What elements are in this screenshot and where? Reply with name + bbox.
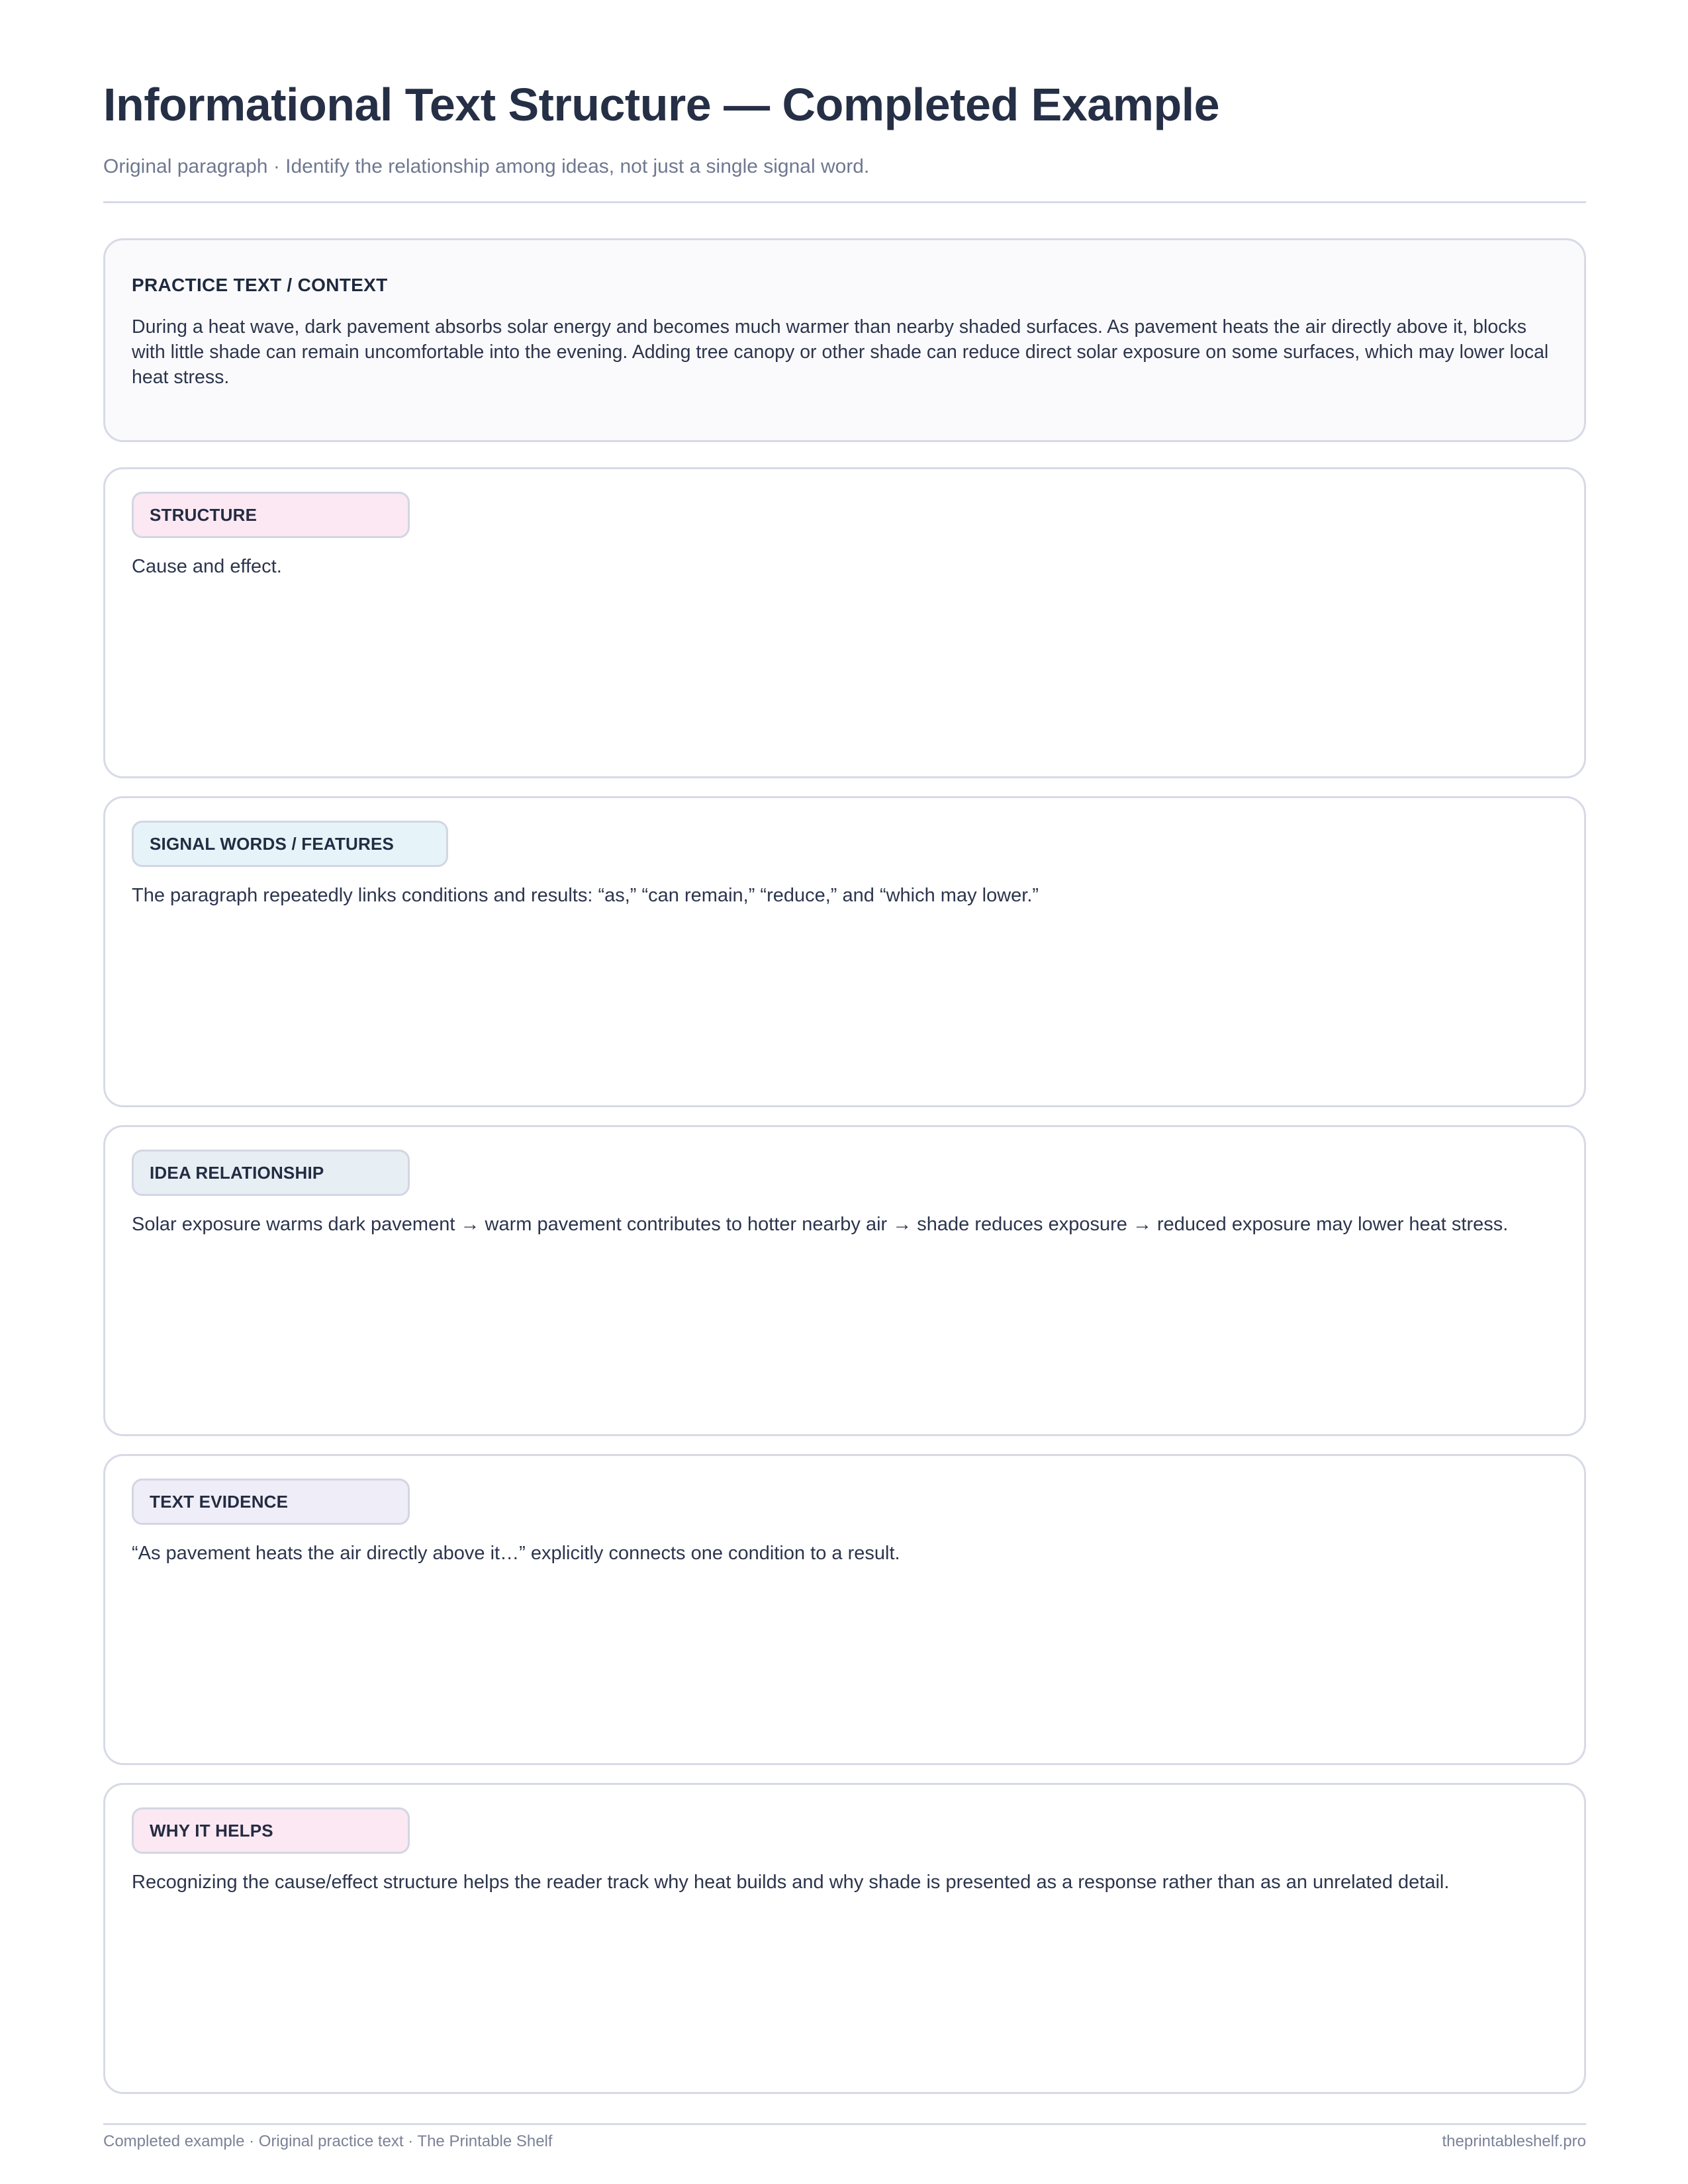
why-it-helps-answer: Recognizing the cause/effect structure helps the reader track why heat builds and why shade is presented as a response rather than as an unrelated detail. xyxy=(132,1872,1450,1893)
page-title: Informational Text Structure — Completed Example xyxy=(103,79,1220,130)
text-evidence-label: TEXT EVIDENCE xyxy=(132,1479,410,1525)
signal-words-label: SIGNAL WORDS / FEATURES xyxy=(132,821,448,867)
idea-relationship-card xyxy=(103,1125,1586,1436)
header-divider xyxy=(103,201,1586,203)
footer-credit: Completed example · Original practice text · The Printable Shelf xyxy=(103,2132,553,2150)
idea-relationship-label: IDEA RELATIONSHIP xyxy=(132,1150,410,1196)
worksheet-page xyxy=(103,0,1586,2184)
text-evidence-card xyxy=(103,1454,1586,1765)
page-subtitle: Original paragraph · Identify the relationship among ideas, not just a single signal word. xyxy=(103,156,870,177)
practice-text-body: During a heat wave, dark pavement absorbs solar energy and becomes much warmer than nearby shaded surfaces. As pavement heats the air directly above it, blocks with little shade can remain uncomfortable into the evening. Adding tree canopy or other shade can reduce direct solar exposure on some surfaces, which may lower local heat stress. xyxy=(132,316,1549,388)
practice-text-card xyxy=(103,238,1586,442)
footer-divider xyxy=(103,2123,1586,2125)
signal-words-card xyxy=(103,796,1586,1107)
signal-words-answer: The paragraph repeatedly links conditions and results: “as,” “can remain,” “reduce,” and “which may lower.” xyxy=(132,885,1039,906)
idea-relationship-answer: Solar exposure warms dark pavement → warm pavement contributes to hotter nearby air → shade reduces exposure → reduced exposure may lower heat stress. xyxy=(132,1214,1509,1235)
why-it-helps-label: WHY IT HELPS xyxy=(132,1807,410,1854)
why-it-helps-card xyxy=(103,1783,1586,2094)
footer-url[interactable]: theprintableshelf.pro xyxy=(1442,2132,1586,2150)
practice-text-heading: PRACTICE TEXT / CONTEXT xyxy=(132,275,388,295)
structure-answer: Cause and effect. xyxy=(132,556,282,577)
structure-label: STRUCTURE xyxy=(132,492,410,538)
text-evidence-answer: “As pavement heats the air directly above it…” explicitly connects one condition to a result. xyxy=(132,1543,900,1564)
structure-card xyxy=(103,467,1586,778)
